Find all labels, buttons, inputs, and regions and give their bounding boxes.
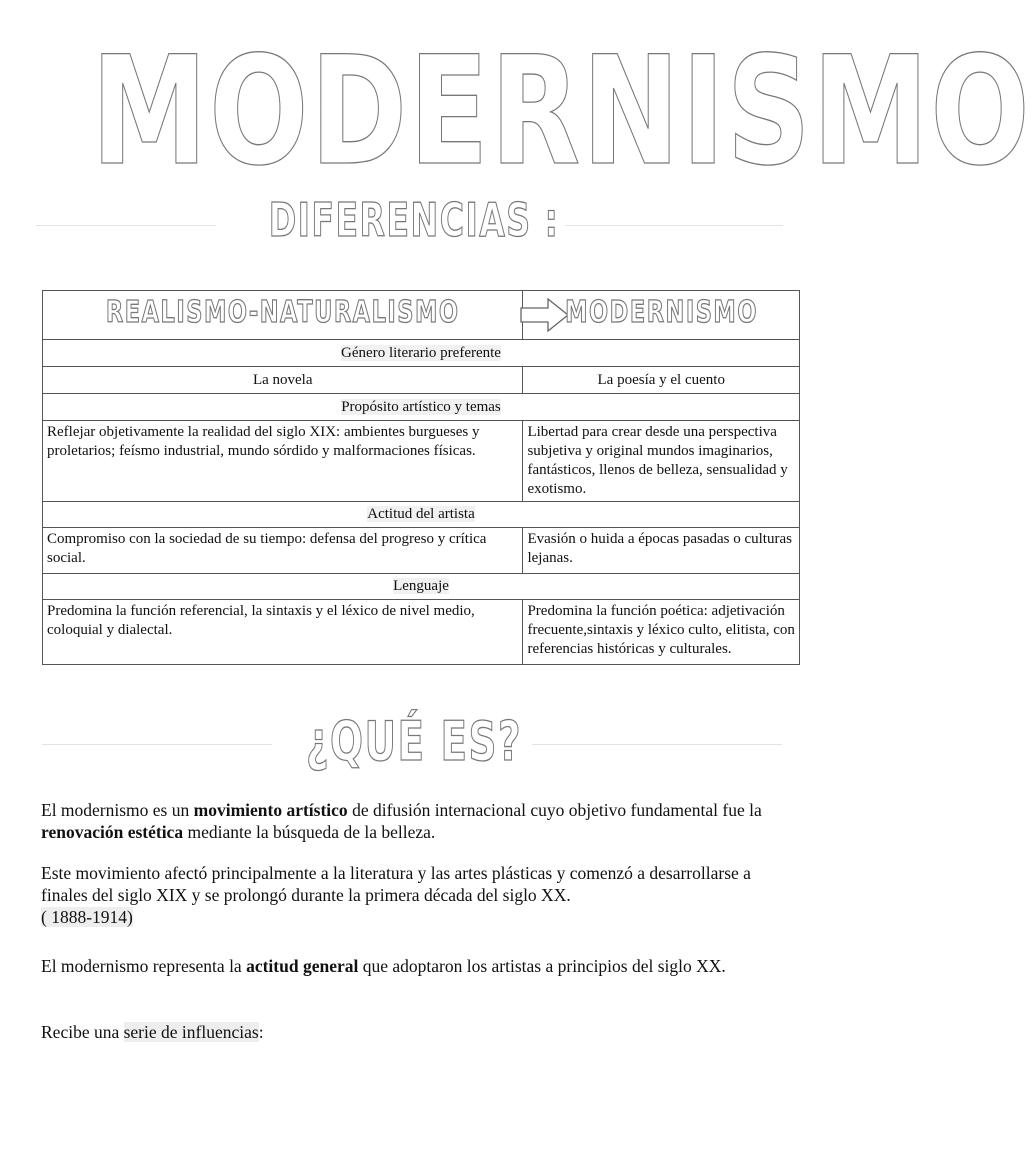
section-heading: Propósito artístico y temas: [43, 394, 800, 421]
page-title: MODERNISMO: [91, 25, 1031, 199]
section-heading: Actitud del artista: [43, 502, 800, 528]
arrow-right-icon: [520, 297, 570, 333]
cell-left: Predomina la función referencial, la sintaxis y el léxico de nivel medio, coloquial y dialectal.: [43, 600, 523, 665]
paragraph-attitude: El modernismo representa la actitud general que adoptaron los artistas a principios del siglo XX.: [41, 956, 726, 976]
cell-right: Libertad para crear desde una perspectiva subjetiva y original mundos imaginarios, fantásticos, llenos de belleza, sensualidad y exotismo.: [523, 421, 800, 502]
section-heading: Lenguaje: [43, 574, 800, 600]
comparison-table: [42, 290, 800, 665]
paragraph-influences: Recibe una serie de influencias:: [41, 1022, 264, 1042]
column-header-left: [43, 291, 523, 340]
cell-right: Predomina la función poética: adjetivación frecuente,sintaxis y léxico culto, elitista, con referencias históricas y culturales.: [523, 600, 800, 665]
column-header-right-text: MODERNISMO: [564, 294, 758, 330]
cell-left: La novela: [43, 367, 523, 394]
section-heading-diferencias: DIFERENCIAS :: [268, 193, 560, 247]
cell-left: Reflejar objetivamente la realidad del siglo XIX: ambientes burgueses y proletarios; feísmo industrial, mundo sórdido y malformaciones físicas.: [43, 421, 523, 502]
cell-right: La poesía y el cuento: [523, 367, 800, 394]
section-heading: Género literario preferente: [43, 340, 800, 367]
cell-left: Compromiso con la sociedad de su tiempo: defensa del progreso y crítica social.: [43, 528, 523, 574]
column-header-left-text: REALISMO-NATURALISMO: [105, 294, 460, 330]
paragraph-history: Este movimiento afectó principalmente a la literatura y las artes plásticas y comenzó a desarrollarse a finales del siglo XIX y se prolongó durante la primera década del siglo XX. ( 1888-1914): [41, 863, 751, 927]
paragraph-definition: El modernismo es un movimiento artístico de difusión internacional cuyo objetivo fundamental fue la renovación estética mediante la búsqueda de la belleza.: [41, 800, 762, 842]
section-heading-que-es: ¿QUÉ ES?: [306, 710, 522, 773]
cell-right: Evasión o huida a épocas pasadas o culturas lejanas.: [523, 528, 800, 574]
